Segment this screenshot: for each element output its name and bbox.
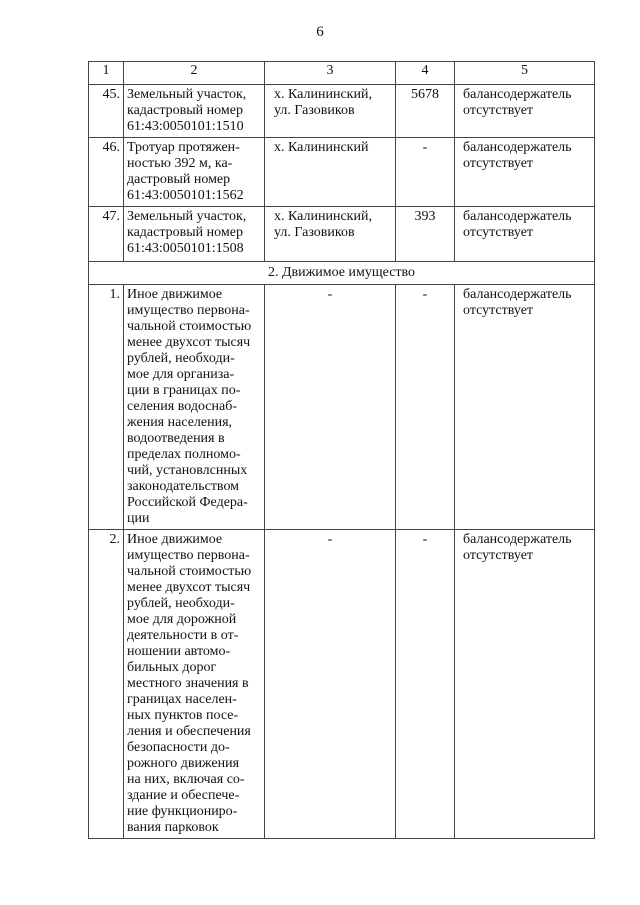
text-line: балансодержатель bbox=[463, 140, 572, 155]
property-area: - bbox=[396, 285, 455, 530]
text-line: х. Калининский, bbox=[274, 87, 372, 102]
text-line: отсутствует bbox=[463, 303, 534, 318]
text-line: кадастровый номер bbox=[127, 103, 243, 118]
text-line: законодательством bbox=[127, 479, 240, 494]
property-holder bbox=[455, 530, 595, 839]
property-holder bbox=[455, 138, 595, 207]
header-cell-5: 5 bbox=[455, 62, 595, 85]
text-line: ул. Газовиков bbox=[274, 225, 355, 240]
text-line: чальной стоимостью bbox=[127, 319, 252, 334]
text-line: отсутствует bbox=[463, 156, 534, 171]
text-line: водоотведения в bbox=[127, 431, 225, 446]
table-header-row bbox=[89, 62, 595, 85]
table-row bbox=[89, 85, 595, 138]
property-holder bbox=[455, 207, 595, 262]
property-area: - bbox=[396, 138, 455, 207]
section-title: 2. Движимое имущество bbox=[89, 262, 595, 285]
text-line: безопасности до- bbox=[127, 740, 230, 755]
text-line: отсутствует bbox=[463, 548, 534, 563]
text-line: Тротуар протяжен- bbox=[127, 140, 240, 155]
row-number: 1. bbox=[89, 285, 124, 530]
text-line: 61:43:0050101:1508 bbox=[127, 241, 244, 256]
text-line: мое для организа- bbox=[127, 367, 235, 382]
row-number: 2. bbox=[89, 530, 124, 839]
property-location: - bbox=[265, 285, 396, 530]
text-line: Иное движимое bbox=[127, 287, 223, 302]
property-area: 393 bbox=[396, 207, 455, 262]
text-line: 61:43:0050101:1562 bbox=[127, 188, 244, 203]
text-line: ции bbox=[127, 511, 150, 526]
text-line: дастровый номер bbox=[127, 172, 231, 187]
text-line: 61:43:0050101:1510 bbox=[127, 119, 244, 134]
text-line: вания парковок bbox=[127, 820, 219, 835]
text-line: чальной стоимостью bbox=[127, 564, 252, 579]
text-line: ции в границах по- bbox=[127, 383, 241, 398]
text-line: на них, включая со- bbox=[127, 772, 245, 787]
text-line: балансодержатель bbox=[463, 287, 572, 302]
property-location: - bbox=[265, 530, 396, 839]
text-line: рожного движения bbox=[127, 756, 240, 771]
text-line: Земельный участок, bbox=[127, 209, 247, 224]
header-cell-2: 2 bbox=[124, 62, 265, 85]
property-holder bbox=[455, 85, 595, 138]
text-line: отсутствует bbox=[463, 103, 534, 118]
text-line: менее двухсот тысяч bbox=[127, 580, 251, 595]
text-line: чий, установлснных bbox=[127, 463, 248, 478]
table-row bbox=[89, 138, 595, 207]
page-number: 6 bbox=[316, 24, 324, 40]
property-holder bbox=[455, 285, 595, 530]
row-number: 46. bbox=[89, 138, 124, 207]
row-number: 45. bbox=[89, 85, 124, 138]
text-line: отсутствует bbox=[463, 225, 534, 240]
property-name bbox=[124, 85, 265, 138]
property-table bbox=[88, 61, 595, 839]
text-line: местного значения в bbox=[127, 676, 249, 691]
text-line: деятельности в от- bbox=[127, 628, 239, 643]
text-line: балансодержатель bbox=[463, 532, 572, 547]
property-location bbox=[265, 207, 396, 262]
text-line: Земельный участок, bbox=[127, 87, 247, 102]
text-line: ние функциониро- bbox=[127, 804, 238, 819]
text-line: балансодержатель bbox=[463, 87, 572, 102]
text-line: ностью 392 м, ка- bbox=[127, 156, 233, 171]
header-cell-1: 1 bbox=[89, 62, 124, 85]
text-line: х. Калининский bbox=[274, 140, 369, 155]
property-location bbox=[265, 138, 396, 207]
text-line: ления и обеспечения bbox=[127, 724, 251, 739]
table-row bbox=[89, 285, 595, 530]
text-line: кадастровый номер bbox=[127, 225, 243, 240]
property-name bbox=[124, 207, 265, 262]
text-line: Российской Федера- bbox=[127, 495, 248, 510]
header-cell-4: 4 bbox=[396, 62, 455, 85]
table-row bbox=[89, 530, 595, 839]
row-number: 47. bbox=[89, 207, 124, 262]
property-location bbox=[265, 85, 396, 138]
property-name bbox=[124, 285, 265, 530]
text-line: здание и обеспече- bbox=[127, 788, 240, 803]
table-row bbox=[89, 207, 595, 262]
header-cell-3: 3 bbox=[265, 62, 396, 85]
property-area: - bbox=[396, 530, 455, 839]
text-line: имущество первона- bbox=[127, 303, 250, 318]
text-line: рублей, необходи- bbox=[127, 596, 235, 611]
text-line: рублей, необходи- bbox=[127, 351, 235, 366]
property-name bbox=[124, 530, 265, 839]
property-area: 5678 bbox=[396, 85, 455, 138]
text-line: селения водоснаб- bbox=[127, 399, 238, 414]
text-line: балансодержатель bbox=[463, 209, 572, 224]
text-line: менее двухсот тысяч bbox=[127, 335, 251, 350]
text-line: ул. Газовиков bbox=[274, 103, 355, 118]
text-line: мое для дорожной bbox=[127, 612, 237, 627]
text-line: бильных дорог bbox=[127, 660, 217, 675]
text-line: имущество первона- bbox=[127, 548, 250, 563]
property-name bbox=[124, 138, 265, 207]
text-line: Иное движимое bbox=[127, 532, 223, 547]
text-line: х. Калининский, bbox=[274, 209, 372, 224]
text-line: границах населен- bbox=[127, 692, 237, 707]
text-line: ных пунктов посе- bbox=[127, 708, 239, 723]
text-line: пределах полномо- bbox=[127, 447, 241, 462]
section-row bbox=[89, 262, 595, 285]
text-line: жения населения, bbox=[127, 415, 233, 430]
text-line: ношении автомо- bbox=[127, 644, 231, 659]
